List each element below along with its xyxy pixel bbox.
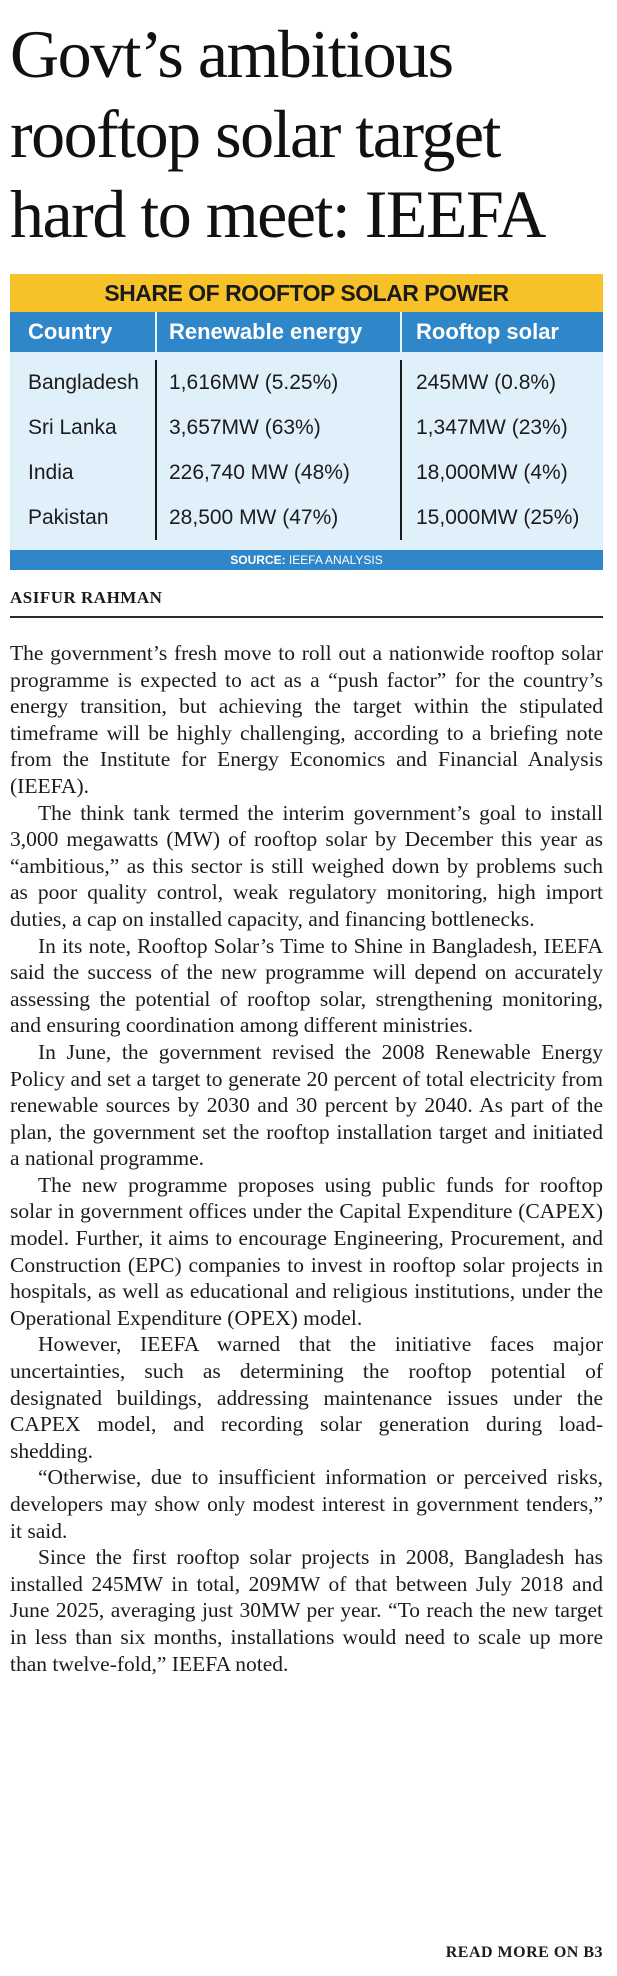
- table-body: [10, 352, 603, 550]
- article-page: [0, 14, 617, 1976]
- table-header-country: Country: [28, 319, 113, 344]
- article-paragraph: The new programme proposes using public funds for rooftop solar in government offices under the Capital Expenditure (CAPEX) model. Further, it aims to encourage Engineering, Procurement, and Construction (EPC) companies to invest in rooftop solar projects in hospitals, as well as educational and religious institutions, under the Operational Expenditure (OPEX) model.: [10, 1172, 603, 1330]
- table-cell-renewable: 226,740 MW (48%): [155, 450, 400, 495]
- table-cell-country: Pakistan: [28, 506, 109, 529]
- article-paragraph: In June, the government revised the 2008 Renewable Energy Policy and set a target to generate 20 percent of total electricity from renewable sources by 2030 and 30 percent by 2040. As part of the plan, the government set the rooftop installation target and initiated a national programme.: [10, 1039, 603, 1171]
- article-paragraph: However, IEEFA warned that the initiative faces major uncertainties, such as determining the rooftop potential of designated buildings, addressing maintenance issues under the CAPEX model, and recording solar generation during load-shedding.: [10, 1332, 603, 1463]
- headline-line-1: Govt’s ambitious: [10, 16, 453, 92]
- table-row: [10, 405, 603, 450]
- table-cell-rooftop: 245MW (0.8%): [400, 360, 603, 405]
- source-text: IEEFA ANALYSIS: [285, 553, 383, 567]
- table-header-rooftop: Rooftop solar: [400, 312, 603, 352]
- source-label: SOURCE:: [230, 553, 286, 567]
- table-cell-country: Bangladesh: [28, 371, 139, 394]
- table-cell-rooftop: 15,000MW (25%): [400, 495, 603, 540]
- article-body: [10, 640, 603, 1677]
- table-row: [10, 450, 603, 495]
- table-header-row: [10, 312, 603, 352]
- table-row: [10, 360, 603, 405]
- headline-line-2: rooftop solar target: [10, 96, 500, 172]
- table-cell-rooftop: 1,347MW (23%): [400, 405, 603, 450]
- table-cell-renewable: 3,657MW (63%): [155, 405, 400, 450]
- table-cell-renewable: 1,616MW (5.25%): [155, 360, 400, 405]
- headline: [10, 14, 603, 254]
- byline: ASIFUR RAHMAN: [10, 588, 163, 607]
- table-cell-country: Sri Lanka: [28, 416, 117, 439]
- table-title: SHARE OF ROOFTOP SOLAR POWER: [10, 274, 603, 312]
- byline-divider: [10, 616, 603, 618]
- table-row: [10, 495, 603, 540]
- table-cell-rooftop: 18,000MW (4%): [400, 450, 603, 495]
- table-cell-country: India: [28, 461, 74, 484]
- article-paragraph: The government’s fresh move to roll out a nationwide rooftop solar programme is expected to act as a “push factor” for the country’s energy transition, but achieving the target within the stipulated timeframe will be highly challenging, according to a briefing note from the Institute for Energy Economics and Financial Analysis (IEEFA).: [10, 641, 603, 798]
- table-cell-renewable: 28,500 MW (47%): [155, 495, 400, 540]
- rooftop-solar-table: [10, 274, 603, 570]
- article-paragraph: The think tank termed the interim government’s goal to install 3,000 megawatts (MW) of rooftop solar by December this year as “ambitious,” as this sector is still weighed down by problems such as poor quality control, weak regulatory monitoring, high import duties, a cap on installed capacity, and financing bottlenecks.: [10, 800, 603, 931]
- table-header-renewable: Renewable energy: [155, 312, 400, 352]
- headline-line-3: hard to meet: IEEFA: [10, 176, 545, 252]
- read-more-link[interactable]: READ MORE ON B3: [438, 1944, 603, 1962]
- article-paragraph: In its note, Rooftop Solar’s Time to Shine in Bangladesh, IEEFA said the success of the new programme will depend on accurately assessing the potential of rooftop solar, strengthening monitoring, and ensuring coordination among different ministries.: [10, 933, 603, 1038]
- article-paragraph: Since the first rooftop solar projects in 2008, Bangladesh has installed 245MW in total, 209MW of that between July 2018 and June 2025, averaging just 30MW per year. “To reach the new target in less than six months, installations would need to scale up more than twelve-fold,” IEEFA noted.: [10, 1545, 603, 1676]
- article-paragraph: “Otherwise, due to insufficient information or perceived risks, developers may show only modest interest in government tenders,” it said.: [10, 1465, 603, 1543]
- table-source: [10, 550, 603, 570]
